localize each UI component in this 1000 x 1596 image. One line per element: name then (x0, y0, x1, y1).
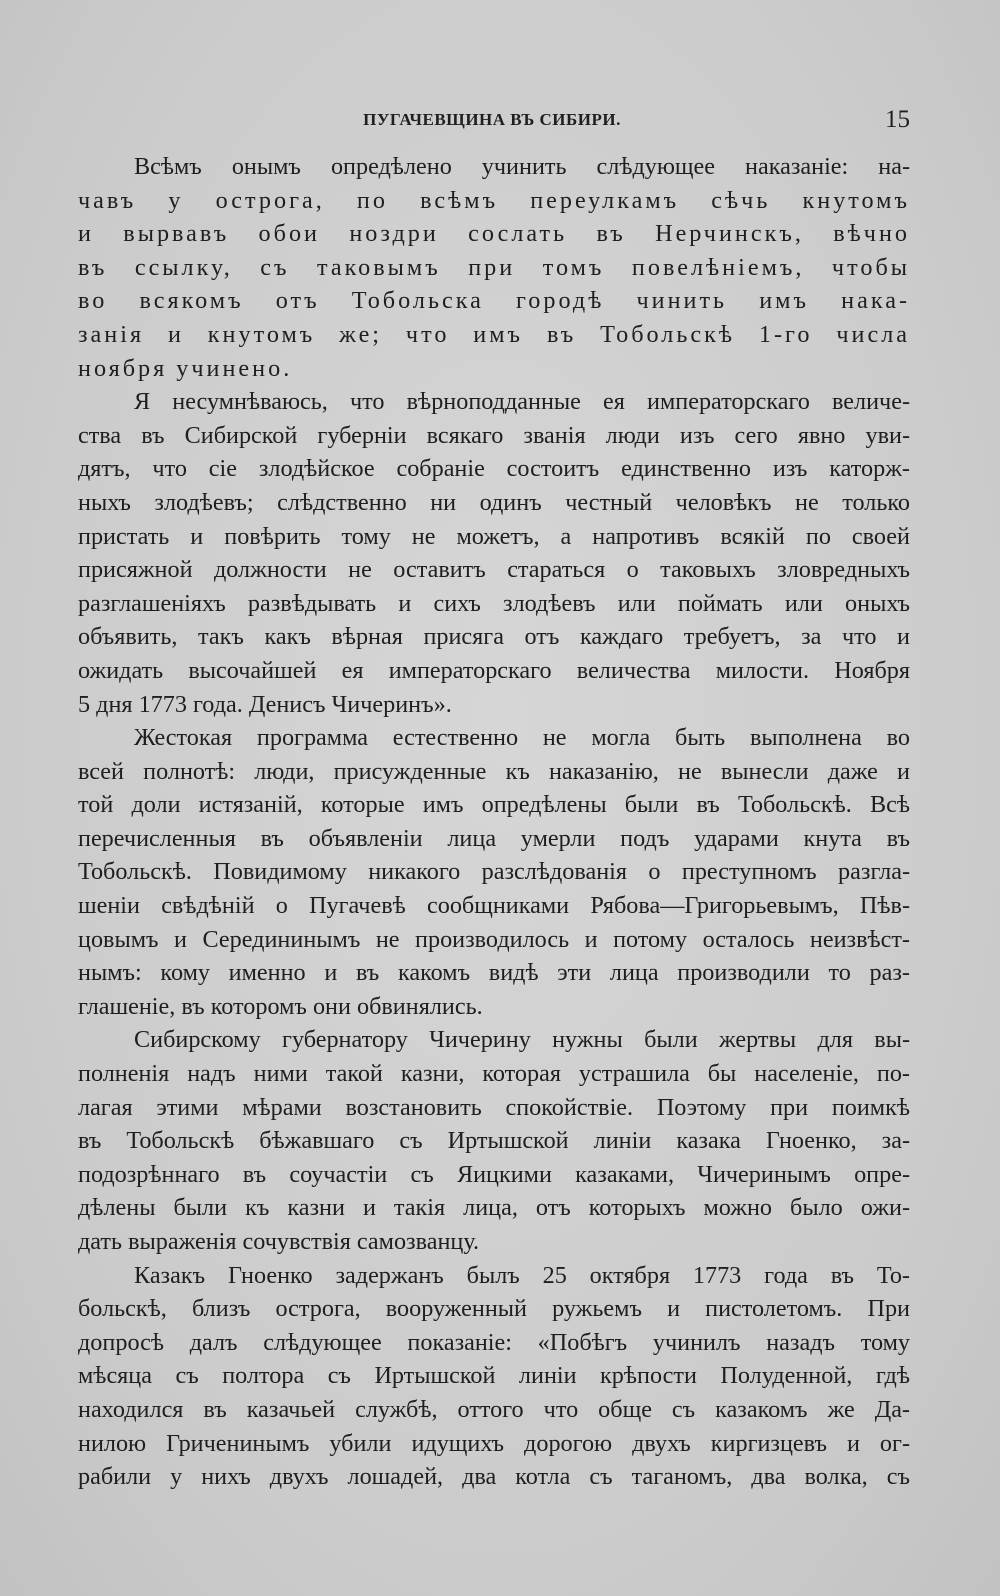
text-line: Сибирскому губернатору Чичерину нужны были жертвы для вы- (134, 1026, 910, 1054)
text-line: находился въ казачьей службѣ, оттого что обще съ казакомъ же Да- (78, 1395, 910, 1423)
text-line: Всѣмъ онымъ опредѣлено учинить слѣдующее наказаніе: на- (134, 153, 910, 180)
text-line: занія и кнутомъ же; что имъ въ Тобольскѣ 1-го числа (78, 320, 910, 348)
text-line: перечисленныя въ объявленіи лица умерли подъ ударами кнута въ (78, 824, 910, 852)
running-title: ПУГАЧЕВЩИНА ВЪ СИБИРИ. (363, 110, 621, 129)
text-line: во всякомъ отъ Тобольска городѣ чинить имъ нака- (78, 287, 910, 315)
paragraph (78, 721, 910, 1023)
text-line: ныхъ злодѣевъ; слѣдственно ни одинъ честный человѣкъ не только (78, 488, 910, 516)
text-line: глашеніе, въ которомъ они обвинялись. (78, 992, 483, 1020)
text-line: объявить, такъ какъ вѣрная присяга отъ каждаго требуетъ, за что и (78, 623, 910, 651)
text-line: той доли истязаній, которые имъ опредѣлены были въ Тобольскѣ. Всѣ (78, 791, 910, 819)
text-line: нилою Гриченинымъ убили идущихъ дорогою двухъ киргизцевъ и ог- (78, 1429, 910, 1457)
text-line: нымъ: кому именно и въ какомъ видѣ эти лица производили то раз- (78, 959, 910, 987)
text-line: допросѣ далъ слѣдующее показаніе: «Побѣгъ учинилъ назадъ тому (78, 1328, 910, 1356)
text-line: разглашеніяхъ развѣдывать и сихъ злодѣевъ или поймать или оныхъ (78, 589, 910, 617)
page-number: 15 (885, 106, 910, 133)
paragraph (78, 1259, 910, 1494)
text-line: Казакъ Гноенко задержанъ былъ 25 октября 1773 года въ То- (134, 1261, 910, 1289)
text-line: въ Тобольскѣ бѣжавшаго съ Иртышской линіи казака Гноенко, за- (78, 1127, 910, 1155)
text-line: всей полнотѣ: люди, присужденные къ наказанію, не вынесли даже и (78, 757, 910, 785)
text-line: Тобольскѣ. Повидимому никакого разслѣдованія о преступномъ разгла- (78, 858, 910, 886)
text-line: дятъ, что сіе злодѣйское собраніе состоитъ единственно изъ каторж- (78, 455, 910, 483)
text-line: подозрѣннаго въ соучастіи съ Яицкими казаками, Чичеринымъ опре- (78, 1160, 910, 1188)
text-line: и вырвавъ обои ноздри сослать въ Нерчинскъ, вѣчно (78, 220, 910, 248)
text-line: шеніи свѣдѣній о Пугачевѣ сообщниками Рябова—Григорьевымъ, Пѣв- (78, 892, 910, 920)
text-line: присяжной должности не оставитъ стараться о таковыхъ зловредныхъ (78, 556, 910, 584)
text-line: рабили у нихъ двухъ лошадей, два котла съ таганомъ, два волка, съ (78, 1463, 910, 1491)
page-header (72, 106, 912, 136)
text-line: ожидать высочайшей ея императорскаго величества милости. Ноября (78, 656, 910, 684)
paragraph (78, 150, 910, 385)
text-line: чавъ у острога, по всѣмъ переулкамъ сѣчь кнутомъ (78, 186, 910, 214)
text-line: дѣлены были къ казни и такія лица, отъ которыхъ можно было ожи- (78, 1194, 910, 1222)
text-line: полненія надъ ними такой казни, которая устрашила бы населеніе, по- (78, 1060, 910, 1088)
text-line: пристать и повѣрить тому не можетъ, а напротивъ всякій по своей (78, 522, 910, 550)
text-line: въ ссылку, съ таковымъ при томъ повелѣніемъ, чтобы (78, 253, 910, 281)
body-text (78, 150, 910, 1494)
text-line: 5 дня 1773 года. Денисъ Чичеринъ». (78, 690, 452, 718)
text-line: Я несумнѣваюсь, что вѣрноподданные ея императорскаго величе- (134, 388, 910, 416)
text-line: лагая этими мѣрами возстановить спокойствіе. Поэтому при поимкѣ (78, 1093, 910, 1121)
paragraph (78, 385, 910, 721)
text-line: Жестокая программа естественно не могла быть выполнена во (134, 724, 910, 752)
paragraph (78, 1023, 910, 1258)
text-line: ства въ Сибирской губерніи всякаго званія люди изъ сего явно уви- (78, 421, 910, 449)
text-line: больскѣ, близъ острога, вооруженный ружьемъ и пистолетомъ. При (78, 1295, 910, 1323)
text-line: цовымъ и Середининымъ не производилось и потому осталось неизвѣст- (78, 925, 910, 953)
text-line: дать выраженія сочувствія самозванцу. (78, 1228, 480, 1255)
text-line: ноября учинено. (78, 354, 293, 382)
text-line: мѣсяца съ полтора съ Иртышской линіи крѣпости Полуденной, гдѣ (78, 1362, 910, 1390)
